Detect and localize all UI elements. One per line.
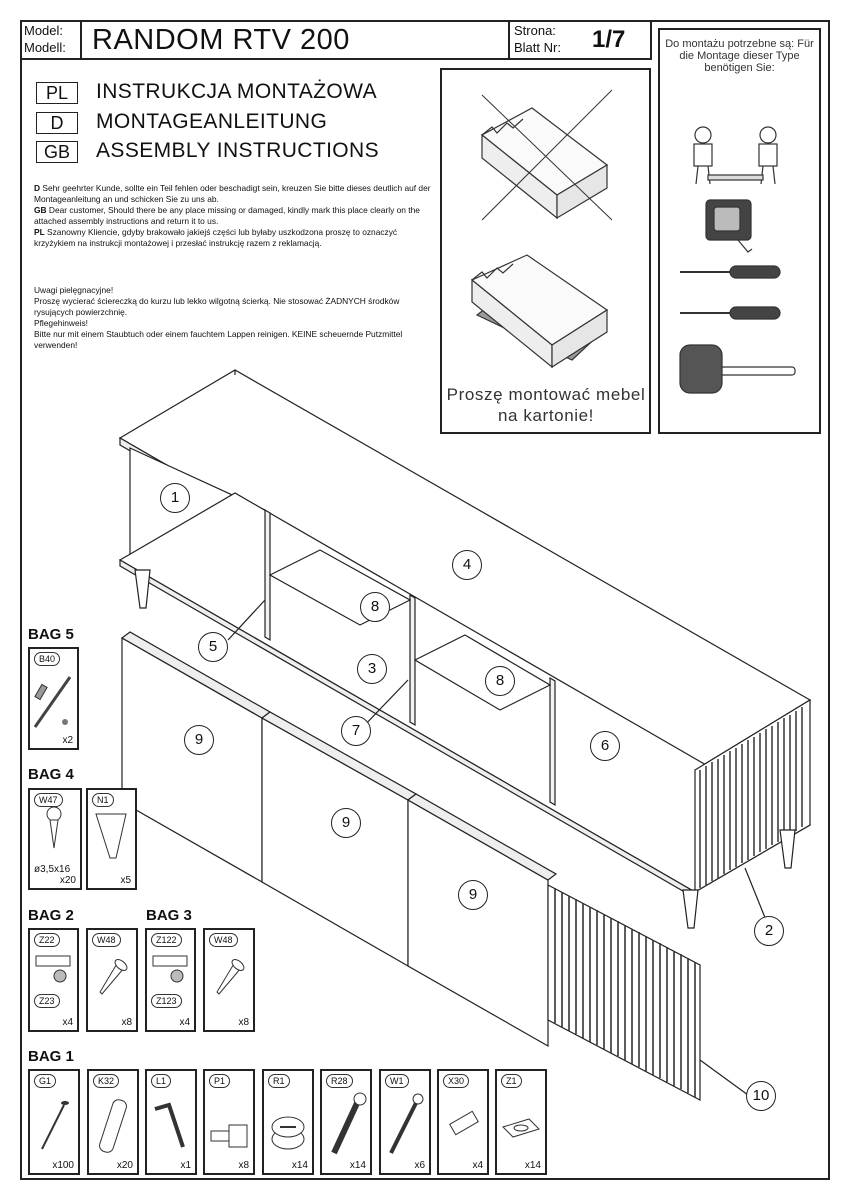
part-qty: x14 — [524, 1160, 541, 1171]
part-qty: x1 — [180, 1160, 191, 1171]
model-label: Model: — [24, 23, 64, 38]
part-qty: x5 — [120, 875, 131, 886]
cam-bolt-icon — [322, 1087, 370, 1167]
part-label-9c: 9 — [458, 880, 488, 910]
part-R28 — [320, 1069, 372, 1175]
part-label-9b: 9 — [331, 808, 361, 838]
connector-icon — [439, 1087, 487, 1167]
two-workers-icon — [694, 127, 777, 184]
part-qty: x100 — [52, 1160, 74, 1171]
hinge-icon — [30, 948, 77, 988]
care-line-2: Proszę wycierać ściereczką do kurzu lub lekko wilgotną ścierką. Nie stosować ŻADNYCH środków rysujących powierzchnię. — [34, 296, 400, 317]
bag3-title: BAG 3 — [146, 907, 192, 924]
lang-code-gb: GB — [36, 141, 78, 163]
part-code: R28 — [326, 1074, 353, 1088]
part-qty: x4 — [472, 1160, 483, 1171]
phillips-screwdriver-icon — [680, 307, 780, 319]
leg-icon — [88, 808, 135, 868]
part-code: Z1 — [501, 1074, 522, 1088]
part-W47 — [28, 788, 82, 890]
cam-lock-icon — [264, 1087, 312, 1167]
part-W48-bag3 — [203, 928, 255, 1032]
part-X30 — [437, 1069, 489, 1175]
bag1-title: BAG 1 — [28, 1048, 74, 1065]
screw-icon — [30, 806, 80, 856]
nail-icon — [30, 1087, 78, 1167]
part-code-2: Z123 — [151, 994, 182, 1008]
lang-title-gb: ASSEMBLY INSTRUCTIONS — [96, 139, 380, 162]
part-dim: ø3,5x16 — [34, 864, 71, 875]
header-page-cell — [508, 20, 652, 60]
page-label: Strona: — [514, 23, 556, 38]
modell-label: Modell: — [24, 40, 66, 55]
part-P1 — [203, 1069, 255, 1175]
notice-pl-label: PL — [34, 227, 45, 237]
part-code: P1 — [209, 1074, 230, 1088]
shelf-pin-icon — [205, 1087, 253, 1167]
lang-title-pl: INSTRUKCJA MONTAŻOWA — [96, 80, 377, 103]
allen-key-icon — [147, 1087, 195, 1167]
part-qty: x8 — [238, 1160, 249, 1171]
page-number: 1/7 — [592, 26, 626, 53]
notice-gb-label: GB — [34, 205, 47, 215]
part-G1 — [28, 1069, 80, 1175]
care-line-3: Pflegehinweis! — [34, 318, 89, 328]
part-label-8b: 8 — [485, 666, 515, 696]
part-label-7: 7 — [341, 716, 371, 746]
hinge-icon — [147, 948, 194, 988]
part-W48 — [86, 928, 138, 1032]
part-qty: x4 — [179, 1017, 190, 1028]
part-label-2: 2 — [754, 916, 784, 946]
carton-note: Proszę montować mebel na kartonie! — [446, 385, 646, 425]
part-L1 — [145, 1069, 197, 1175]
part-code: W47 — [34, 793, 63, 807]
part-code-2: Z23 — [34, 994, 60, 1008]
screw-icon — [205, 952, 253, 1012]
part-label-1: 1 — [160, 483, 190, 513]
dowel-icon — [89, 1087, 137, 1167]
notice-d-text: Sehr geehrter Kunde, sollte ein Teil fehlen oder beschadigt sein, kreuzen Sie bitte dieses deutlich auf der Montageanleitung an und schicken Sie zu uns ab. — [34, 183, 431, 204]
part-qty: x20 — [116, 1160, 133, 1171]
part-qty: x8 — [121, 1017, 132, 1028]
bag2-title: BAG 2 — [28, 907, 74, 924]
part-label-9a: 9 — [184, 725, 214, 755]
part-Z122 — [145, 928, 196, 1032]
part-code: B40 — [34, 652, 60, 666]
part-code: W48 — [209, 933, 238, 947]
bag5-title: BAG 5 — [28, 626, 74, 643]
part-K32 — [87, 1069, 139, 1175]
part-qty: x8 — [238, 1017, 249, 1028]
part-N1 — [86, 788, 137, 890]
care-line-1: Uwagi pielęgnacyjne! — [34, 285, 114, 295]
flat-screwdriver-icon — [680, 266, 780, 278]
bracket-icon — [497, 1087, 545, 1167]
part-qty: x14 — [291, 1160, 308, 1171]
lang-code-d: D — [36, 112, 78, 134]
wall-anchor-icon — [30, 667, 77, 737]
part-code: K32 — [93, 1074, 119, 1088]
part-code: W48 — [92, 933, 121, 947]
long-screw-icon — [381, 1087, 429, 1167]
bag4-title: BAG 4 — [28, 766, 74, 783]
lang-title-d: MONTAGEANLEITUNG — [96, 110, 328, 133]
part-code: Z22 — [34, 933, 60, 947]
part-label-4: 4 — [452, 550, 482, 580]
part-R1 — [262, 1069, 314, 1175]
part-label-10: 10 — [746, 1081, 776, 1111]
care-line-4: Bitte nur mit einem Staubtuch oder einem fauchtem Lappen reinigen. KEINE scheuernde Putzmittel verwenden! — [34, 329, 403, 350]
part-code: W1 — [385, 1074, 409, 1088]
part-qty: x20 — [59, 875, 76, 886]
part-qty: x4 — [62, 1017, 73, 1028]
notice-d-label: D — [34, 183, 41, 193]
part-qty: x6 — [414, 1160, 425, 1171]
part-qty: x14 — [349, 1160, 366, 1171]
tape-measure-icon — [706, 200, 752, 252]
screw-icon — [88, 952, 136, 1012]
header-model-cell — [20, 20, 82, 60]
tools-note: Do montażu potrzebne są: Für die Montage dieser Type benötigen Sie: — [665, 38, 814, 74]
notice-paragraph — [34, 183, 434, 249]
part-Z1 — [495, 1069, 547, 1175]
part-label-3: 3 — [357, 654, 387, 684]
lang-code-pl: PL — [36, 82, 78, 104]
blatt-label: Blatt Nr: — [514, 40, 561, 55]
part-B40 — [28, 647, 79, 750]
part-code: R1 — [268, 1074, 290, 1088]
part-W1 — [379, 1069, 431, 1175]
notice-pl-text: Szanowny Kliencie, gdyby brakowało jakiejś części lub byłaby uszkodzona proszę to oznaczyć krzyżykiem na instrukcji montażowej i przesłać instrukcję razem z reklamacją. — [34, 227, 398, 248]
part-code: L1 — [151, 1074, 171, 1088]
care-paragraph — [34, 285, 434, 351]
part-code: X30 — [443, 1074, 469, 1088]
page-title: RANDOM RTV 200 — [92, 24, 350, 56]
part-label-5: 5 — [198, 632, 228, 662]
part-label-6: 6 — [590, 731, 620, 761]
part-code: Z122 — [151, 933, 182, 947]
notice-gb-text: Dear customer, Should there be any place missing or damaged, kindly mark this place clearly on the attached assembly instructions and return it to us. — [34, 205, 420, 226]
part-code: N1 — [92, 793, 114, 807]
part-label-8a: 8 — [360, 592, 390, 622]
part-Z22 — [28, 928, 79, 1032]
part-code: G1 — [34, 1074, 56, 1088]
part-qty: x2 — [62, 735, 73, 746]
